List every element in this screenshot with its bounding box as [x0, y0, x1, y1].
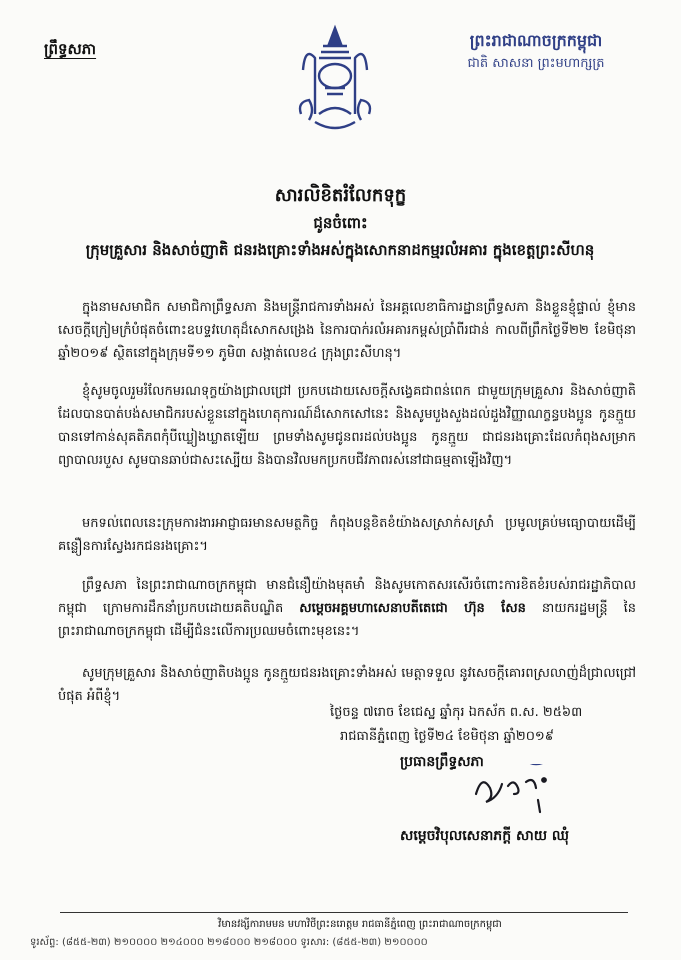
footer-divider — [60, 912, 628, 913]
kingdom-title: ព្រះរាជាណាចក្រកម្ពុជា — [469, 31, 603, 50]
royal-crest-icon — [285, 22, 385, 142]
paragraph-4-part-c: នាយករដ្ឋមន្ត្រី នៃព្រះរាជាណាចក្រកម្ពុជា ដើម្បីជំនះលើការប្រឈមចំពោះមុខនេះ។ — [58, 601, 637, 639]
body-paragraph-3: មកទល់ពេលនេះក្រុមការងារអាជ្ញាធរមានសមត្ថកិច្ច កំពុងបន្តខិតខំយ៉ាងសស្រាក់សស្រាំ ប្រមូលគ្រប់មធ្យោបាយដើម្បីគន្លឿនការស្វែងរកជនរងគ្រោះ។ — [58, 516, 636, 554]
document-type: សារលិខិតរំលែកទុក្ខ — [274, 185, 407, 206]
signer-name: សម្តេចវិបុលសេនាភក្តី សាយ ឈុំ — [400, 828, 570, 844]
addressee-label: ជូនចំពោះ — [313, 214, 368, 232]
solar-date: រាជធានីភ្នំពេញ ថ្ងៃទី២៤ ខែមិថុនា ឆ្នាំ២០១៩ — [340, 729, 554, 744]
prime-minister-name: សម្តេចអគ្គមហាសេនាបតីតេជោ ហ៊ុន សែន — [299, 601, 526, 616]
paragraph-4-part-a: ព្រឹទ្ធសភា នៃព្រះរាជាណាចក្រកម្ពុជា មានជំនឿយ៉ាងមុតមាំ និងសូមកោតសរសើរចំពោះការខិតខំរបស់រាជរដ្ឋាភិបាលកម្ពុជា ក្រោមការដឹកនាំប្រកបដោយគតិបណ្ឌិត — [58, 578, 636, 616]
organization-name: ព្រឹទ្ធសភា — [44, 40, 97, 58]
footer-address: វិមានវង្សីការាមមន មហាវិថីព្រះនរោត្តម រាជធានីភ្នំពេញ ព្រះរាជាណាចក្រកម្ពុជា — [218, 919, 502, 930]
signer-role: ប្រធានព្រឹទ្ធសភា — [400, 754, 484, 770]
lunar-date: ថ្ងៃចន្ទ ៧រោច ខែជេស្ឋ ឆ្នាំកុរ ឯកស័ក ព.ស. ២៥៦៣ — [330, 705, 583, 720]
footer-contacts: ទូរស័ព្ទ: (៨៥៥-២៣) ២១០០០០ ២១៤០០០ ២១៨០០០ ២១៨០០០ ទូរសារ: (៨៥៥-២៣) ២១០០០០ — [30, 937, 428, 948]
handwritten-signature — [468, 764, 568, 820]
body-paragraph-4 — [58, 574, 636, 643]
body-paragraph-1: ក្នុងនាមសមាជិក សមាជិកាព្រឹទ្ធសភា និងមន្ត្រីរាជការទាំងអស់ នៃអគ្គលេខាធិការដ្ឋានព្រឹទ្ធសភា និងខ្លួនខ្ញុំផ្ទាល់ ខ្ញុំមានសេចក្តីក្រៀមក្រំបំផុតចំពោះឧបទ្ទវហេតុដ៏សោកសង្រេង នៃការបាក់រលំអគារកម្ពស់ប្រាំពីរជាន់ កាលពីព្រឹកថ្ងៃទី២២ ខែមិថុនា ឆ្នាំ២០១៩ ស្ថិតនៅក្នុងក្រុមទី១១ ភូមិ៣ សង្កាត់លេខ៤ ក្រុងព្រះសីហនុ។ — [58, 300, 636, 361]
body-paragraph-2: ខ្ញុំសូមចូលរួមរំលែកមរណទុក្ខយ៉ាងជ្រាលជ្រៅ ប្រកបដោយសេចក្តីសង្វេគជាពន់ពេក ជាមួយក្រុមគ្រួសារ និងសាច់ញាតិដែលបានបាត់បង់សមាជិករបស់ខ្លួននៅក្នុងហេតុការណ៍ដ៏សោកសៅនេះ និងសូមបួងសួងដល់ដួងវិញ្ញាណក្ខន្ធបងប្អូន កូនក្មួយបានទៅកាន់សុគតិភពកុំបីឃ្លៀងឃ្លាតឡើយ ព្រមទាំងសូមជូនពរដល់បងប្អូន កូនក្មួយ ជាជនរងគ្រោះដែលកំពុងសម្រាកព្យាបាលរបួស សូមបានឆាប់ជាសះស្បើយ និងបានវិលមកប្រកបជីវភាពរស់នៅជាធម្មតាឡើងវិញ។ — [58, 384, 636, 468]
addressee: ក្រុមគ្រួសារ និងសាច់ញាតិ ជនរងគ្រោះទាំងអស់ក្នុងសោកនាដកម្មរលំអគារ ក្នុងខេត្តព្រះសីហនុ — [85, 241, 595, 259]
body-paragraph-5: សូមក្រុមគ្រួសារ និងសាច់ញាតិបងប្អូន កូនក្មួយជនរងគ្រោះទាំងអស់ មេត្តាទទួល នូវសេចក្តីគោរពស្រលាញ់ដ៏ជ្រាលជ្រៅបំផុត អំពីខ្ញុំ។ — [58, 666, 636, 704]
national-motto: ជាតិ សាសនា ព្រះមហាក្សត្រ — [467, 56, 605, 71]
